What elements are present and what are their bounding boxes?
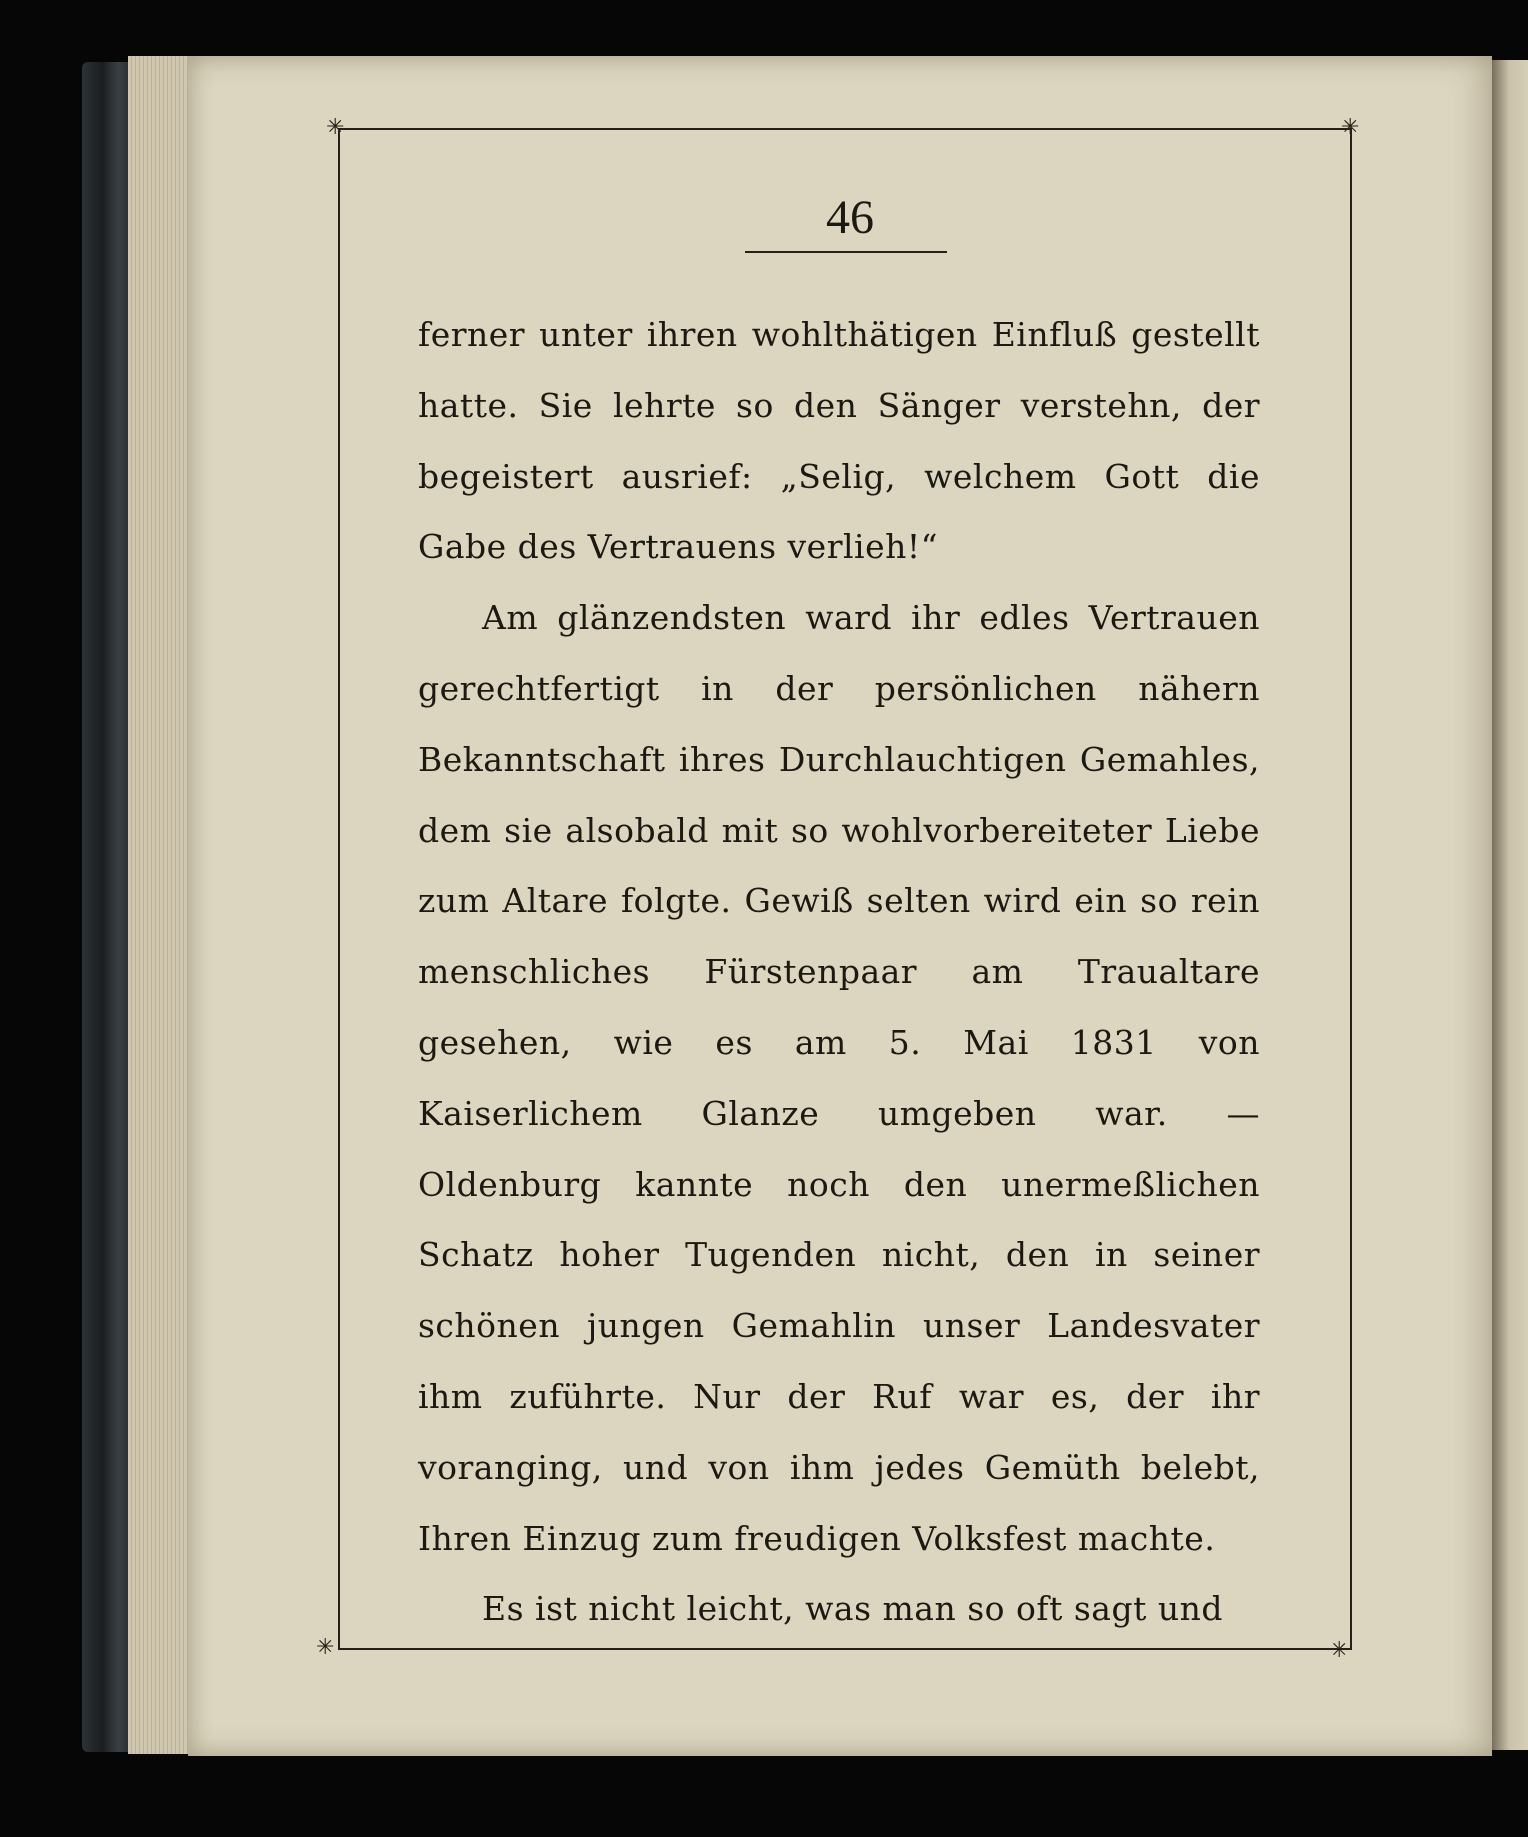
page-number: 46 [826,191,874,244]
corner-star-icon: ✳ [1341,115,1360,140]
corner-star-icon: ✳ [316,1635,335,1660]
corner-star-icon: ✳ [1330,1638,1349,1663]
paragraph: Am glänzendsten ward ihr edles Vertrauen gerechtfertigt in der persönlichen nähern Bekanntschaft ihres Durchlauchtigen Gemahles, dem sie alsobald mit so wohlvorbereiteter Liebe zum Altare folgte. Gewiß selten wird ein so rein menschliches Fürstenpaar am Traualtare gesehen, wie es am 5. Mai 1831 von Kaiserlichem Glanze umgeben war. — Oldenburg kannte noch den unermeßlichen Schatz hoher Tugenden nicht, den in seiner schönen jungen Gemahlin unser Landesvater ihm zuführte. Nur der Ruf war es, der ihr voranging, und von ihm jedes Gemüth belebt, Ihren Einzug zum freudigen Volksfest machte. [418,598,1260,1558]
book-spine [82,62,134,1752]
paragraph-continuation: ferner unter ihren wohlthätigen Einfluß gestellt hatte. Sie lehrte so den Sänger verstehn, der begeistert ausrief: „Selig, welchem Gott die Gabe des Vertrauens verlieh!“ [418,315,1260,567]
page-body-text [418,300,1260,1645]
corner-star-icon: ✳ [326,115,345,140]
facing-page-edge [1490,60,1528,1750]
paragraph: Es ist nicht leicht, was man so oft sagt und [482,1589,1223,1629]
page-number-rule [745,251,947,253]
